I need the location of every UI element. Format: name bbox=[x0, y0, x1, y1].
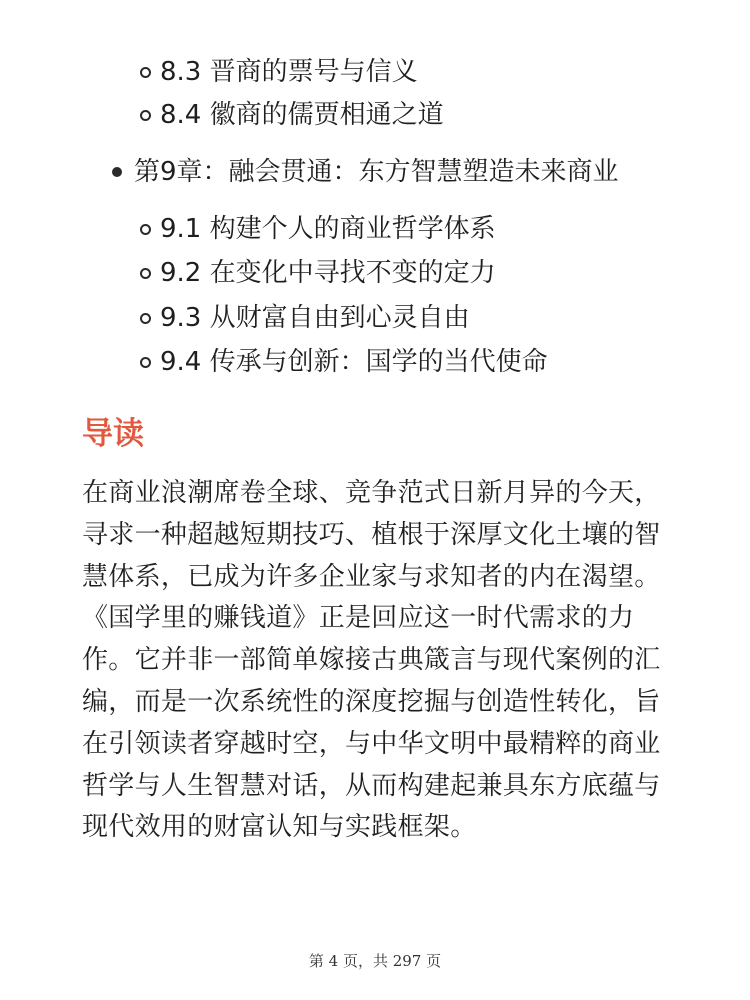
disc-bullet-icon bbox=[112, 167, 122, 177]
toc-item-9-3 bbox=[160, 298, 470, 338]
circle-bullet-icon bbox=[140, 224, 151, 235]
circle-bullet-icon bbox=[140, 313, 151, 324]
toc-item-8-4 bbox=[160, 95, 444, 135]
circle-bullet-icon bbox=[140, 268, 151, 279]
page-number-footer: 第 4 页，共 297 页 bbox=[308, 952, 442, 970]
toc-chapter-9 bbox=[134, 152, 619, 192]
toc-item-9-2 bbox=[160, 253, 496, 293]
toc-item-label: 9.2 在变化中寻找不变的定力 bbox=[160, 258, 496, 288]
toc-item-9-4 bbox=[160, 342, 548, 382]
toc-item-label: 9.3 从财富自由到心灵自由 bbox=[160, 303, 470, 333]
circle-bullet-icon bbox=[140, 110, 151, 121]
circle-bullet-icon bbox=[140, 357, 151, 368]
toc-item-label: 9.4 传承与创新：国学的当代使命 bbox=[160, 347, 548, 377]
toc-chapter-title: 第9章：融会贯通：东方智慧塑造未来商业 bbox=[134, 157, 619, 187]
toc-item-label: 8.3 晋商的票号与信义 bbox=[160, 57, 418, 87]
circle-bullet-icon bbox=[140, 67, 151, 78]
section-heading-intro: 导读 bbox=[82, 416, 144, 452]
toc-item-9-1 bbox=[160, 209, 496, 249]
toc-item-label: 9.1 构建个人的商业哲学体系 bbox=[160, 214, 496, 244]
intro-paragraph: 在商业浪潮席卷全球、竞争范式日新月异的今天，寻求一种超越短期技巧、植根于深厚文化土壤的智慧体系，已成为许多企业家与求知者的内在渴望。《国学里的赚钱道》正是回应这一时代需求的力作。它并非一部简单嫁接古典箴言与现代案例的汇编，而是一次系统性的深度挖掘与创造性转化，旨在引领读者穿越时空，与中华文明中最精粹的商业哲学与人生智慧对话，从而构建起兼具东方底蕴与现代效用的财富认知与实践框架。 bbox=[82, 478, 661, 843]
toc-item-label: 8.4 徽商的儒贾相通之道 bbox=[160, 100, 444, 130]
toc-item-8-3 bbox=[160, 52, 418, 92]
